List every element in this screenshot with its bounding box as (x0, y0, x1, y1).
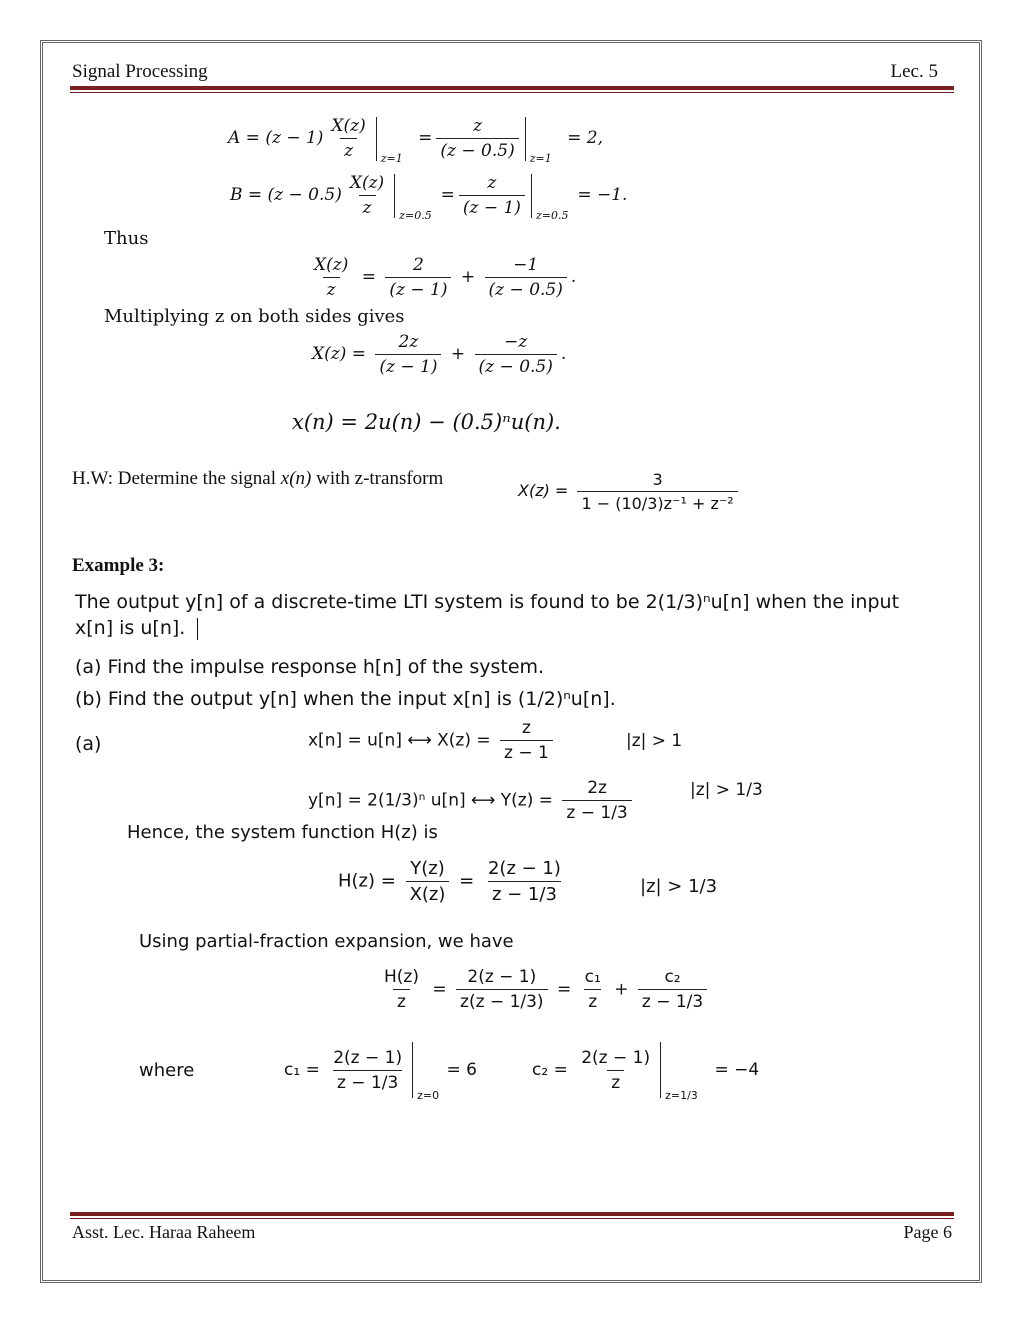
part-a-question: (a) Find the impulse response h[n] of the system. (75, 656, 545, 678)
where-text: where (139, 1060, 195, 1081)
equation-xz: X(z) = $\frac{2z}{(z - 1)}$ + $\frac{-z}{(z - 0.5)}$ . (312, 332, 567, 377)
example-title: Example 3: (72, 555, 165, 576)
example-statement-line1: The output y[n] of a discrete-time LTI system is found to be 2(1/3)ⁿu[n] when the input (75, 591, 900, 613)
roc-hz: |z| > 1/3 (640, 876, 718, 897)
equation-xz-over-z: $\frac{X(z)}{z}$ = $\frac{2}{(z - 1)}$ + $\frac{-1}{(z - 0.5)}$ . (314, 255, 577, 300)
homework-line: H.W: Determine the signal x(n) with z-transform (72, 468, 444, 489)
equation-yn-transform: y[n] = 2(1/3)ⁿ u[n] ⟷ Y(z) = $\frac{2z}{z - 1/3}$ (308, 778, 636, 823)
footer-rule (70, 1212, 954, 1219)
hence-text: Hence, the system function H(z) is (127, 822, 438, 843)
equation-partial-fraction: $\frac{H(z)}{z}$ = $\frac{2(z - 1)}{z(z - 1/3)}$ = $\frac{\text{c₁}}{z}$ + $\frac{\text{c₂}}{z - 1/3}$ (376, 967, 711, 1012)
footer-author: Asst. Lec. Haraa Raheem (72, 1222, 256, 1242)
equation-hz: H(z) = $\frac{Y(z)}{X(z)}$ = $\frac{2(z - 1)}{z - 1/3}$ (338, 858, 561, 905)
multiplying-text: Multiplying z on both sides gives (104, 306, 405, 327)
equation-c1: c₁ = $\frac{2(z - 1)}{z - 1/3}$ z=0 = 6 (284, 1042, 477, 1098)
equation-c2: c₂ = $\frac{2(z - 1)}{z}$ z=1/3 = −4 (532, 1042, 759, 1098)
header-lecture: Lec. 5 (890, 61, 938, 82)
roc-yz: |z| > 1/3 (690, 780, 763, 800)
header-title: Signal Processing (72, 61, 208, 82)
header-rule (70, 86, 954, 93)
roc-xz: |z| > 1 (626, 731, 683, 751)
footer-page-number: Page 6 (903, 1222, 952, 1242)
solution-a-label: (a) (75, 733, 102, 755)
using-text: Using partial-fraction expansion, we have (139, 931, 514, 952)
equation-xn-result: x(n) = 2u(n) − (0.5)ⁿu(n). (292, 410, 561, 434)
part-b-question: (b) Find the output y[n] when the input x[n] is (1/2)ⁿu[n]. (75, 688, 616, 710)
homework-equation: X(z) = $\frac{3}{\text{1 − (10/3)z⁻¹ + z⁻²}}$ (518, 470, 742, 513)
equation-b: B = (z − 0.5) $\frac{X(z)}{z}$ z=0.5 = $\frac{z}{(z - 1)}$ z=0.5 = −1. (230, 173, 628, 222)
thus-text: Thus (104, 228, 149, 249)
example-statement-line2: x[n] is u[n]. (75, 617, 198, 640)
equation-xn-transform: x[n] = u[n] ⟷ X(z) = $\frac{z}{z - 1}$ (308, 718, 557, 763)
text-cursor (197, 618, 198, 640)
equation-a: A = (z − 1) $\frac{X(z)}{z}$ z=1 = $\frac{z}{(z - 0.5)}$ z=1 = 2, (228, 116, 603, 165)
